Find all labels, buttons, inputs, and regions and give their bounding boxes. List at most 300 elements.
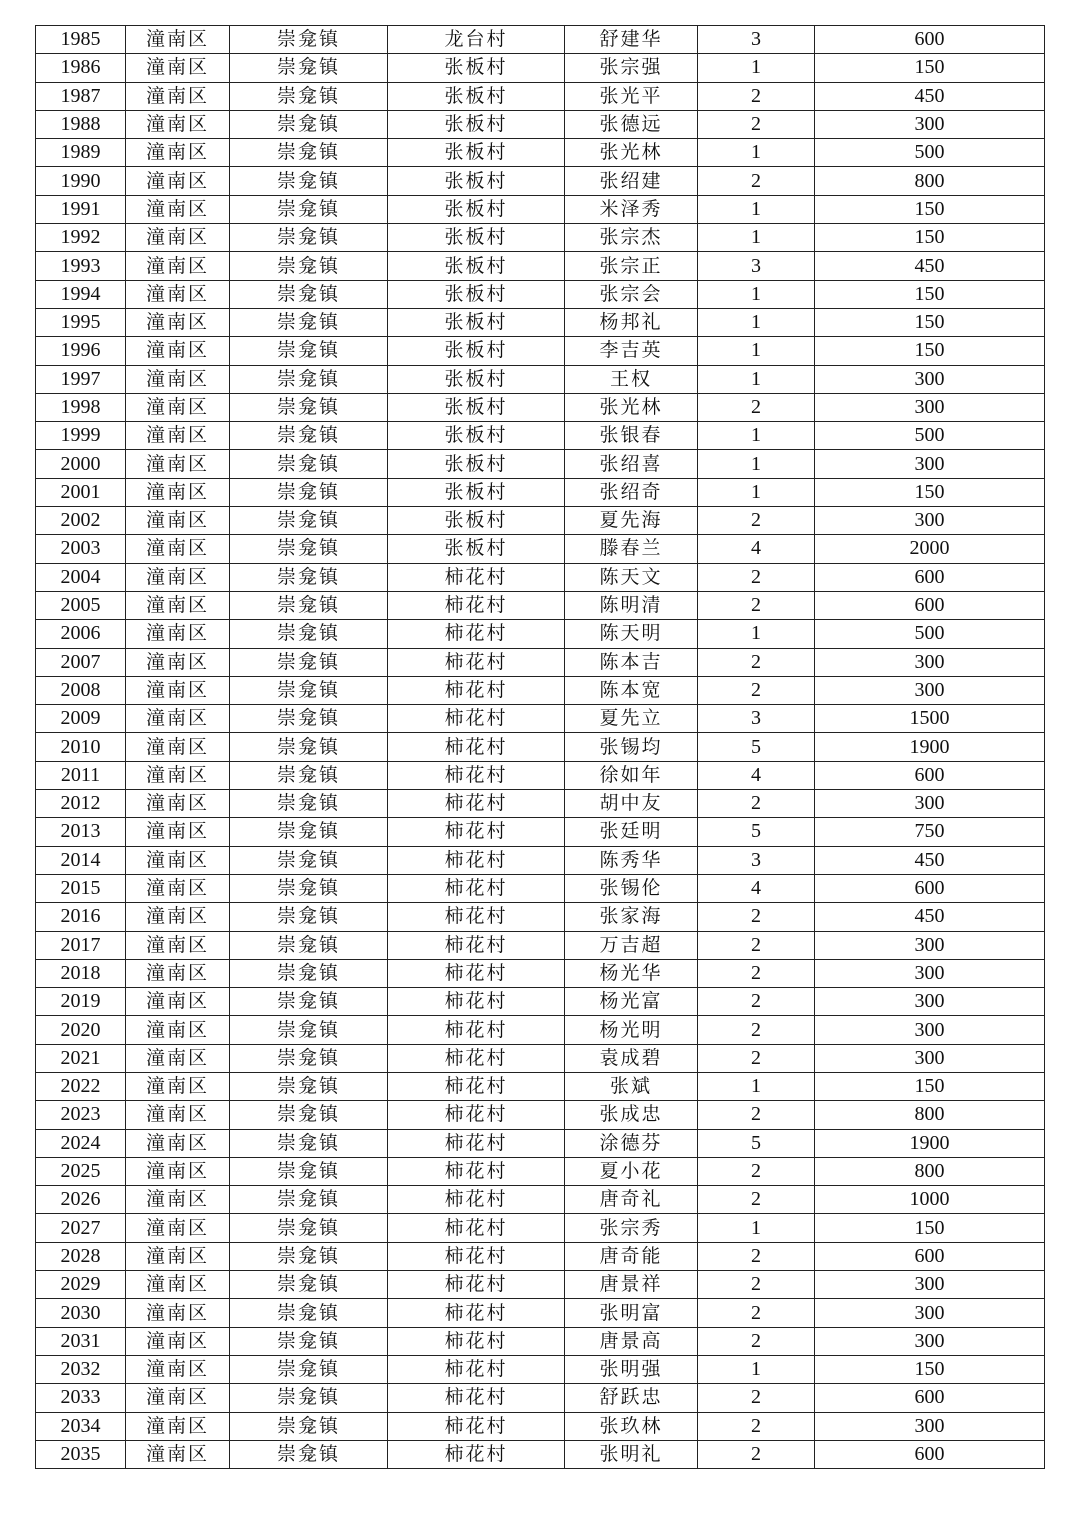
serial-cell: 2029 bbox=[36, 1271, 126, 1299]
serial-cell: 2000 bbox=[36, 450, 126, 478]
amount-cell: 150 bbox=[815, 1355, 1045, 1383]
town-cell: 崇龛镇 bbox=[230, 54, 388, 82]
table-row bbox=[36, 1327, 1045, 1355]
name-cell: 张明富 bbox=[565, 1299, 698, 1327]
name-cell: 夏先立 bbox=[565, 705, 698, 733]
district-cell: 潼南区 bbox=[126, 988, 230, 1016]
amount-cell: 300 bbox=[815, 507, 1045, 535]
serial-cell: 2017 bbox=[36, 931, 126, 959]
amount-cell: 600 bbox=[815, 761, 1045, 789]
amount-cell: 1900 bbox=[815, 733, 1045, 761]
table-row bbox=[36, 82, 1045, 110]
table-row bbox=[36, 1412, 1045, 1440]
amount-cell: 750 bbox=[815, 818, 1045, 846]
serial-cell: 1992 bbox=[36, 224, 126, 252]
count-cell: 1 bbox=[698, 280, 815, 308]
count-cell: 3 bbox=[698, 705, 815, 733]
district-cell: 潼南区 bbox=[126, 620, 230, 648]
count-cell: 2 bbox=[698, 1412, 815, 1440]
serial-cell: 2034 bbox=[36, 1412, 126, 1440]
amount-cell: 450 bbox=[815, 846, 1045, 874]
district-cell: 潼南区 bbox=[126, 1242, 230, 1270]
table-row bbox=[36, 1157, 1045, 1185]
count-cell: 2 bbox=[698, 110, 815, 138]
name-cell: 张宗正 bbox=[565, 252, 698, 280]
count-cell: 1 bbox=[698, 478, 815, 506]
table-row bbox=[36, 1214, 1045, 1242]
count-cell: 2 bbox=[698, 591, 815, 619]
village-cell: 柿花村 bbox=[388, 1242, 565, 1270]
table-row bbox=[36, 308, 1045, 336]
district-cell: 潼南区 bbox=[126, 903, 230, 931]
village-cell: 柿花村 bbox=[388, 1072, 565, 1100]
name-cell: 张光平 bbox=[565, 82, 698, 110]
table-row bbox=[36, 620, 1045, 648]
count-cell: 3 bbox=[698, 252, 815, 280]
district-cell: 潼南区 bbox=[126, 1327, 230, 1355]
name-cell: 舒跃忠 bbox=[565, 1384, 698, 1412]
table-row bbox=[36, 676, 1045, 704]
village-cell: 柿花村 bbox=[388, 1157, 565, 1185]
village-cell: 柿花村 bbox=[388, 846, 565, 874]
village-cell: 张板村 bbox=[388, 535, 565, 563]
count-cell: 1 bbox=[698, 1214, 815, 1242]
serial-cell: 2020 bbox=[36, 1016, 126, 1044]
table-row bbox=[36, 1129, 1045, 1157]
village-cell: 张板村 bbox=[388, 54, 565, 82]
town-cell: 崇龛镇 bbox=[230, 365, 388, 393]
village-cell: 张板村 bbox=[388, 365, 565, 393]
serial-cell: 1990 bbox=[36, 167, 126, 195]
name-cell: 王权 bbox=[565, 365, 698, 393]
district-cell: 潼南区 bbox=[126, 280, 230, 308]
district-cell: 潼南区 bbox=[126, 648, 230, 676]
town-cell: 崇龛镇 bbox=[230, 1044, 388, 1072]
district-cell: 潼南区 bbox=[126, 478, 230, 506]
village-cell: 张板村 bbox=[388, 393, 565, 421]
town-cell: 崇龛镇 bbox=[230, 393, 388, 421]
name-cell: 唐奇能 bbox=[565, 1242, 698, 1270]
amount-cell: 300 bbox=[815, 1016, 1045, 1044]
data-table bbox=[35, 25, 1045, 1469]
district-cell: 潼南区 bbox=[126, 195, 230, 223]
table-row bbox=[36, 959, 1045, 987]
town-cell: 崇龛镇 bbox=[230, 818, 388, 846]
village-cell: 柿花村 bbox=[388, 591, 565, 619]
town-cell: 崇龛镇 bbox=[230, 195, 388, 223]
village-cell: 张板村 bbox=[388, 167, 565, 195]
amount-cell: 300 bbox=[815, 648, 1045, 676]
amount-cell: 300 bbox=[815, 450, 1045, 478]
amount-cell: 1900 bbox=[815, 1129, 1045, 1157]
amount-cell: 800 bbox=[815, 167, 1045, 195]
town-cell: 崇龛镇 bbox=[230, 931, 388, 959]
table-row bbox=[36, 591, 1045, 619]
serial-cell: 2025 bbox=[36, 1157, 126, 1185]
table-row bbox=[36, 648, 1045, 676]
serial-cell: 2024 bbox=[36, 1129, 126, 1157]
count-cell: 1 bbox=[698, 195, 815, 223]
town-cell: 崇龛镇 bbox=[230, 1016, 388, 1044]
district-cell: 潼南区 bbox=[126, 563, 230, 591]
serial-cell: 2015 bbox=[36, 874, 126, 902]
village-cell: 柿花村 bbox=[388, 563, 565, 591]
table-row bbox=[36, 733, 1045, 761]
table-row bbox=[36, 988, 1045, 1016]
district-cell: 潼南区 bbox=[126, 818, 230, 846]
count-cell: 2 bbox=[698, 903, 815, 931]
village-cell: 柿花村 bbox=[388, 1214, 565, 1242]
district-cell: 潼南区 bbox=[126, 365, 230, 393]
name-cell: 张家海 bbox=[565, 903, 698, 931]
table-row bbox=[36, 365, 1045, 393]
count-cell: 2 bbox=[698, 507, 815, 535]
count-cell: 2 bbox=[698, 393, 815, 421]
serial-cell: 2022 bbox=[36, 1072, 126, 1100]
table-row bbox=[36, 1044, 1045, 1072]
name-cell: 米泽秀 bbox=[565, 195, 698, 223]
count-cell: 2 bbox=[698, 1327, 815, 1355]
town-cell: 崇龛镇 bbox=[230, 535, 388, 563]
serial-cell: 2001 bbox=[36, 478, 126, 506]
count-cell: 2 bbox=[698, 676, 815, 704]
village-cell: 柿花村 bbox=[388, 988, 565, 1016]
village-cell: 张板村 bbox=[388, 337, 565, 365]
serial-cell: 1998 bbox=[36, 393, 126, 421]
count-cell: 2 bbox=[698, 1440, 815, 1468]
amount-cell: 600 bbox=[815, 563, 1045, 591]
village-cell: 柿花村 bbox=[388, 1299, 565, 1327]
count-cell: 2 bbox=[698, 1016, 815, 1044]
village-cell: 柿花村 bbox=[388, 733, 565, 761]
count-cell: 5 bbox=[698, 1129, 815, 1157]
village-cell: 柿花村 bbox=[388, 959, 565, 987]
count-cell: 1 bbox=[698, 308, 815, 336]
name-cell: 杨邦礼 bbox=[565, 308, 698, 336]
district-cell: 潼南区 bbox=[126, 1157, 230, 1185]
count-cell: 1 bbox=[698, 139, 815, 167]
serial-cell: 2023 bbox=[36, 1101, 126, 1129]
count-cell: 2 bbox=[698, 1299, 815, 1327]
name-cell: 张绍建 bbox=[565, 167, 698, 195]
amount-cell: 150 bbox=[815, 1214, 1045, 1242]
count-cell: 2 bbox=[698, 1186, 815, 1214]
town-cell: 崇龛镇 bbox=[230, 1355, 388, 1383]
district-cell: 潼南区 bbox=[126, 82, 230, 110]
amount-cell: 300 bbox=[815, 365, 1045, 393]
village-cell: 柿花村 bbox=[388, 676, 565, 704]
amount-cell: 450 bbox=[815, 252, 1045, 280]
name-cell: 唐景高 bbox=[565, 1327, 698, 1355]
table-row bbox=[36, 167, 1045, 195]
table-row bbox=[36, 1242, 1045, 1270]
name-cell: 唐景祥 bbox=[565, 1271, 698, 1299]
village-cell: 张板村 bbox=[388, 507, 565, 535]
town-cell: 崇龛镇 bbox=[230, 1101, 388, 1129]
district-cell: 潼南区 bbox=[126, 761, 230, 789]
village-cell: 柿花村 bbox=[388, 790, 565, 818]
town-cell: 崇龛镇 bbox=[230, 139, 388, 167]
village-cell: 张板村 bbox=[388, 224, 565, 252]
name-cell: 杨光明 bbox=[565, 1016, 698, 1044]
district-cell: 潼南区 bbox=[126, 1101, 230, 1129]
serial-cell: 2032 bbox=[36, 1355, 126, 1383]
serial-cell: 2031 bbox=[36, 1327, 126, 1355]
village-cell: 张板村 bbox=[388, 252, 565, 280]
village-cell: 张板村 bbox=[388, 478, 565, 506]
table-row bbox=[36, 1072, 1045, 1100]
serial-cell: 1987 bbox=[36, 82, 126, 110]
town-cell: 崇龛镇 bbox=[230, 1072, 388, 1100]
table-row bbox=[36, 224, 1045, 252]
amount-cell: 150 bbox=[815, 54, 1045, 82]
town-cell: 崇龛镇 bbox=[230, 705, 388, 733]
district-cell: 潼南区 bbox=[126, 308, 230, 336]
district-cell: 潼南区 bbox=[126, 54, 230, 82]
town-cell: 崇龛镇 bbox=[230, 1299, 388, 1327]
town-cell: 崇龛镇 bbox=[230, 252, 388, 280]
count-cell: 2 bbox=[698, 1157, 815, 1185]
serial-cell: 2019 bbox=[36, 988, 126, 1016]
town-cell: 崇龛镇 bbox=[230, 563, 388, 591]
name-cell: 舒建华 bbox=[565, 26, 698, 54]
count-cell: 2 bbox=[698, 931, 815, 959]
serial-cell: 2035 bbox=[36, 1440, 126, 1468]
district-cell: 潼南区 bbox=[126, 874, 230, 902]
name-cell: 张宗秀 bbox=[565, 1214, 698, 1242]
village-cell: 柿花村 bbox=[388, 1044, 565, 1072]
town-cell: 崇龛镇 bbox=[230, 224, 388, 252]
count-cell: 2 bbox=[698, 1384, 815, 1412]
town-cell: 崇龛镇 bbox=[230, 761, 388, 789]
table-row bbox=[36, 110, 1045, 138]
town-cell: 崇龛镇 bbox=[230, 1242, 388, 1270]
town-cell: 崇龛镇 bbox=[230, 82, 388, 110]
town-cell: 崇龛镇 bbox=[230, 1129, 388, 1157]
serial-cell: 2026 bbox=[36, 1186, 126, 1214]
table-row bbox=[36, 931, 1045, 959]
amount-cell: 800 bbox=[815, 1101, 1045, 1129]
name-cell: 胡中友 bbox=[565, 790, 698, 818]
table-row bbox=[36, 846, 1045, 874]
name-cell: 张绍喜 bbox=[565, 450, 698, 478]
serial-cell: 2004 bbox=[36, 563, 126, 591]
amount-cell: 150 bbox=[815, 280, 1045, 308]
amount-cell: 300 bbox=[815, 931, 1045, 959]
count-cell: 1 bbox=[698, 450, 815, 478]
name-cell: 陈天文 bbox=[565, 563, 698, 591]
amount-cell: 1500 bbox=[815, 705, 1045, 733]
district-cell: 潼南区 bbox=[126, 676, 230, 704]
name-cell: 陈秀华 bbox=[565, 846, 698, 874]
village-cell: 龙台村 bbox=[388, 26, 565, 54]
district-cell: 潼南区 bbox=[126, 167, 230, 195]
town-cell: 崇龛镇 bbox=[230, 1412, 388, 1440]
district-cell: 潼南区 bbox=[126, 1271, 230, 1299]
town-cell: 崇龛镇 bbox=[230, 478, 388, 506]
district-cell: 潼南区 bbox=[126, 1299, 230, 1327]
district-cell: 潼南区 bbox=[126, 507, 230, 535]
name-cell: 杨光华 bbox=[565, 959, 698, 987]
name-cell: 张明礼 bbox=[565, 1440, 698, 1468]
amount-cell: 600 bbox=[815, 874, 1045, 902]
table-row bbox=[36, 54, 1045, 82]
name-cell: 杨光富 bbox=[565, 988, 698, 1016]
count-cell: 2 bbox=[698, 563, 815, 591]
count-cell: 2 bbox=[698, 82, 815, 110]
name-cell: 张锡伦 bbox=[565, 874, 698, 902]
name-cell: 张明强 bbox=[565, 1355, 698, 1383]
amount-cell: 450 bbox=[815, 903, 1045, 931]
name-cell: 张光林 bbox=[565, 393, 698, 421]
town-cell: 崇龛镇 bbox=[230, 846, 388, 874]
count-cell: 4 bbox=[698, 535, 815, 563]
amount-cell: 300 bbox=[815, 1412, 1045, 1440]
count-cell: 5 bbox=[698, 818, 815, 846]
table-row bbox=[36, 195, 1045, 223]
district-cell: 潼南区 bbox=[126, 790, 230, 818]
amount-cell: 600 bbox=[815, 1440, 1045, 1468]
town-cell: 崇龛镇 bbox=[230, 1157, 388, 1185]
table-row bbox=[36, 1016, 1045, 1044]
amount-cell: 300 bbox=[815, 110, 1045, 138]
town-cell: 崇龛镇 bbox=[230, 591, 388, 619]
village-cell: 张板村 bbox=[388, 450, 565, 478]
amount-cell: 300 bbox=[815, 393, 1045, 421]
town-cell: 崇龛镇 bbox=[230, 959, 388, 987]
village-cell: 张板村 bbox=[388, 82, 565, 110]
amount-cell: 300 bbox=[815, 1271, 1045, 1299]
table-row bbox=[36, 818, 1045, 846]
amount-cell: 150 bbox=[815, 224, 1045, 252]
serial-cell: 1991 bbox=[36, 195, 126, 223]
amount-cell: 500 bbox=[815, 422, 1045, 450]
count-cell: 1 bbox=[698, 422, 815, 450]
count-cell: 4 bbox=[698, 874, 815, 902]
village-cell: 柿花村 bbox=[388, 620, 565, 648]
table-row bbox=[36, 337, 1045, 365]
district-cell: 潼南区 bbox=[126, 252, 230, 280]
amount-cell: 800 bbox=[815, 1157, 1045, 1185]
village-cell: 柿花村 bbox=[388, 1327, 565, 1355]
table-row bbox=[36, 450, 1045, 478]
name-cell: 张绍奇 bbox=[565, 478, 698, 506]
district-cell: 潼南区 bbox=[126, 139, 230, 167]
table-row bbox=[36, 761, 1045, 789]
serial-cell: 1993 bbox=[36, 252, 126, 280]
village-cell: 张板村 bbox=[388, 280, 565, 308]
district-cell: 潼南区 bbox=[126, 1412, 230, 1440]
name-cell: 陈本宽 bbox=[565, 676, 698, 704]
count-cell: 5 bbox=[698, 733, 815, 761]
serial-cell: 2011 bbox=[36, 761, 126, 789]
village-cell: 柿花村 bbox=[388, 1271, 565, 1299]
amount-cell: 450 bbox=[815, 82, 1045, 110]
table-row bbox=[36, 1186, 1045, 1214]
district-cell: 潼南区 bbox=[126, 110, 230, 138]
district-cell: 潼南区 bbox=[126, 1016, 230, 1044]
table-row bbox=[36, 139, 1045, 167]
amount-cell: 500 bbox=[815, 139, 1045, 167]
amount-cell: 300 bbox=[815, 790, 1045, 818]
district-cell: 潼南区 bbox=[126, 422, 230, 450]
village-cell: 柿花村 bbox=[388, 1412, 565, 1440]
village-cell: 张板村 bbox=[388, 308, 565, 336]
serial-cell: 2002 bbox=[36, 507, 126, 535]
town-cell: 崇龛镇 bbox=[230, 1440, 388, 1468]
name-cell: 万吉超 bbox=[565, 931, 698, 959]
amount-cell: 600 bbox=[815, 591, 1045, 619]
count-cell: 1 bbox=[698, 224, 815, 252]
district-cell: 潼南区 bbox=[126, 450, 230, 478]
name-cell: 陈本吉 bbox=[565, 648, 698, 676]
name-cell: 张成忠 bbox=[565, 1101, 698, 1129]
town-cell: 崇龛镇 bbox=[230, 1384, 388, 1412]
table-row bbox=[36, 393, 1045, 421]
table-row bbox=[36, 26, 1045, 54]
village-cell: 张板村 bbox=[388, 110, 565, 138]
village-cell: 柿花村 bbox=[388, 903, 565, 931]
name-cell: 张宗会 bbox=[565, 280, 698, 308]
village-cell: 柿花村 bbox=[388, 874, 565, 902]
table-row bbox=[36, 874, 1045, 902]
serial-cell: 2027 bbox=[36, 1214, 126, 1242]
district-cell: 潼南区 bbox=[126, 931, 230, 959]
district-cell: 潼南区 bbox=[126, 1129, 230, 1157]
name-cell: 张光林 bbox=[565, 139, 698, 167]
table-row bbox=[36, 478, 1045, 506]
serial-cell: 2030 bbox=[36, 1299, 126, 1327]
village-cell: 柿花村 bbox=[388, 1129, 565, 1157]
name-cell: 李吉英 bbox=[565, 337, 698, 365]
village-cell: 张板村 bbox=[388, 422, 565, 450]
name-cell: 夏先海 bbox=[565, 507, 698, 535]
count-cell: 2 bbox=[698, 959, 815, 987]
town-cell: 崇龛镇 bbox=[230, 1327, 388, 1355]
district-cell: 潼南区 bbox=[126, 591, 230, 619]
serial-cell: 1986 bbox=[36, 54, 126, 82]
name-cell: 张银春 bbox=[565, 422, 698, 450]
name-cell: 张德远 bbox=[565, 110, 698, 138]
table-row bbox=[36, 1440, 1045, 1468]
serial-cell: 1988 bbox=[36, 110, 126, 138]
serial-cell: 2018 bbox=[36, 959, 126, 987]
count-cell: 2 bbox=[698, 790, 815, 818]
amount-cell: 600 bbox=[815, 26, 1045, 54]
town-cell: 崇龛镇 bbox=[230, 1271, 388, 1299]
village-cell: 柿花村 bbox=[388, 818, 565, 846]
district-cell: 潼南区 bbox=[126, 26, 230, 54]
district-cell: 潼南区 bbox=[126, 535, 230, 563]
count-cell: 2 bbox=[698, 1271, 815, 1299]
serial-cell: 2021 bbox=[36, 1044, 126, 1072]
name-cell: 张锡均 bbox=[565, 733, 698, 761]
name-cell: 张斌 bbox=[565, 1072, 698, 1100]
district-cell: 潼南区 bbox=[126, 1186, 230, 1214]
amount-cell: 150 bbox=[815, 478, 1045, 506]
village-cell: 柿花村 bbox=[388, 931, 565, 959]
count-cell: 1 bbox=[698, 54, 815, 82]
count-cell: 3 bbox=[698, 26, 815, 54]
serial-cell: 2028 bbox=[36, 1242, 126, 1270]
name-cell: 涂德芬 bbox=[565, 1129, 698, 1157]
name-cell: 张廷明 bbox=[565, 818, 698, 846]
district-cell: 潼南区 bbox=[126, 1355, 230, 1383]
name-cell: 徐如年 bbox=[565, 761, 698, 789]
table-row bbox=[36, 705, 1045, 733]
name-cell: 袁成碧 bbox=[565, 1044, 698, 1072]
town-cell: 崇龛镇 bbox=[230, 620, 388, 648]
